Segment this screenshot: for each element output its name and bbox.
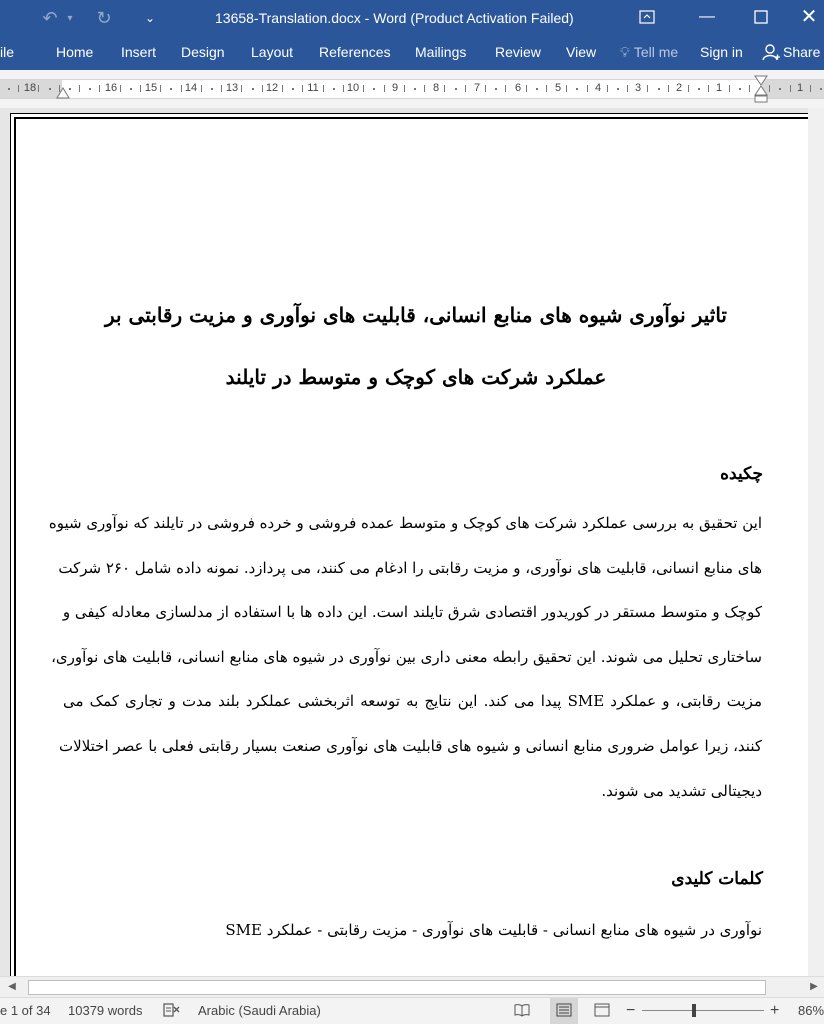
document-title xyxy=(61,284,771,408)
paragraph-line: این تحقیق به بررسی عملکرد شرکت های کوچک و متوسط عمده فروشی و خرده فروشی در تایلند که نوآوری شیوه xyxy=(48,514,762,532)
print-layout-icon[interactable] xyxy=(550,998,578,1024)
undo-dropdown-icon[interactable]: ▾ xyxy=(67,12,73,24)
ruler-tick xyxy=(302,85,303,92)
tell-me-search[interactable] xyxy=(620,36,678,68)
zoom-slider-thumb[interactable] xyxy=(692,1004,696,1017)
tab-file[interactable]: ile xyxy=(0,44,15,60)
ruler-number: 11 xyxy=(307,82,319,94)
ruler-tick xyxy=(8,88,10,90)
tab-home[interactable]: Home xyxy=(56,44,94,60)
vertical-scrollbar[interactable] xyxy=(808,108,824,976)
ribbon-tabs xyxy=(0,36,824,70)
ruler-tick xyxy=(688,85,689,92)
right-indent-marker[interactable] xyxy=(754,74,768,104)
ruler-number: 14 xyxy=(184,82,198,94)
ruler-tick xyxy=(130,88,132,90)
ruler-tick xyxy=(384,85,385,92)
page-count[interactable]: e 1 of 34 xyxy=(0,1003,51,1018)
ruler-strip xyxy=(0,79,824,99)
horizontal-scroll-thumb[interactable] xyxy=(28,980,766,995)
tab-mailings[interactable]: Mailings xyxy=(415,44,467,60)
ribbon-display-options-icon[interactable] xyxy=(624,0,670,36)
ruler-number: 7 xyxy=(473,82,481,94)
ruler-number: 3 xyxy=(634,82,642,94)
tab-design[interactable]: Design xyxy=(181,44,225,60)
ruler-tick xyxy=(810,85,811,92)
ruler-tick xyxy=(170,88,172,90)
window-title: 13658-Translation.docx - Word (Product Activation Failed) xyxy=(215,10,574,26)
ruler-tick xyxy=(455,88,457,90)
quick-access-toolbar xyxy=(36,0,164,36)
tab-references[interactable]: References xyxy=(319,44,391,60)
ruler-tick xyxy=(617,88,619,90)
ruler-tick xyxy=(465,85,466,92)
ruler-tick xyxy=(363,85,364,92)
ruler-tick xyxy=(262,85,263,92)
keywords-paragraph xyxy=(63,908,762,953)
ruler-number: 9 xyxy=(391,82,399,94)
ruler-tick xyxy=(698,88,700,90)
person-icon xyxy=(762,43,780,61)
left-indent-marker[interactable] xyxy=(56,86,70,100)
abstract-heading: چکیده xyxy=(720,464,763,484)
ruler-tick xyxy=(779,88,781,90)
minimize-icon[interactable]: — xyxy=(699,8,715,25)
title-line: عملکرد شرکت های کوچک و متوسط در تایلند xyxy=(225,365,607,389)
ruler-number: 6 xyxy=(514,82,522,94)
ruler-tick xyxy=(49,88,51,90)
tell-me-label: Tell me xyxy=(633,44,679,60)
ruler-tick xyxy=(201,85,202,92)
redo-icon[interactable]: ↻ xyxy=(96,7,112,28)
horizontal-ruler[interactable] xyxy=(0,70,824,108)
keywords-heading: کلمات کلیدی xyxy=(671,869,763,889)
zoom-out-icon[interactable]: − xyxy=(626,1002,636,1019)
ruler-tick xyxy=(241,85,242,92)
paragraph-line: های منابع انسانی، قابلیت های نوآوری، و مزیت رقابتی را ادغام می کنند، می پردازد. نمونه داده شامل ۲۶۰ شرکت xyxy=(58,558,762,577)
ruler-number: 5 xyxy=(554,82,562,94)
ruler-tick xyxy=(89,88,91,90)
close-icon[interactable]: ✕ xyxy=(800,6,818,28)
ruler-tick xyxy=(485,85,486,92)
ruler-tick xyxy=(38,85,39,92)
ruler-number: 8 xyxy=(432,82,440,94)
ruler-tick xyxy=(729,85,730,92)
ruler-tick xyxy=(536,88,538,90)
proofing-icon[interactable] xyxy=(163,998,181,1024)
ruler-tick xyxy=(526,85,527,92)
ruler-number: 12 xyxy=(265,82,279,94)
ruler-tick xyxy=(252,88,254,90)
ruler-number: 4 xyxy=(594,82,602,94)
ruler-number: 1 xyxy=(715,82,723,94)
abstract-paragraph xyxy=(48,501,762,813)
ruler-tick xyxy=(221,85,222,92)
ruler-tick xyxy=(18,85,19,92)
ruler-tick xyxy=(444,85,445,92)
paragraph-line: دیجیتالی تشدید می شوند. xyxy=(601,781,762,800)
ruler-right-margin xyxy=(762,80,824,98)
ruler-tick xyxy=(566,85,567,92)
ruler-number: 18 xyxy=(23,82,37,94)
ruler-tick xyxy=(140,85,141,92)
ruler-number: 2 xyxy=(675,82,683,94)
horizontal-scrollbar[interactable] xyxy=(0,976,824,997)
customize-qat-icon[interactable]: ⌄ xyxy=(144,11,156,25)
ruler-tick xyxy=(495,88,497,90)
ruler-tick xyxy=(627,85,628,92)
maximize-icon[interactable] xyxy=(738,0,784,36)
tab-insert[interactable]: Insert xyxy=(121,44,157,60)
zoom-in-icon[interactable]: + xyxy=(770,1002,780,1019)
ruler-tick xyxy=(820,88,822,90)
ruler-tick xyxy=(99,85,100,92)
ruler-tick xyxy=(749,85,750,92)
scroll-left-icon[interactable]: ◀ xyxy=(8,981,16,992)
ruler-tick xyxy=(607,85,608,92)
tab-view[interactable]: View xyxy=(566,44,597,60)
sign-in-link[interactable]: Sign in xyxy=(700,44,743,60)
ruler-tick xyxy=(404,85,405,92)
ruler-number: 13 xyxy=(225,82,239,94)
web-layout-icon[interactable] xyxy=(594,998,610,1024)
paragraph-line: کنند، زیرا عوامل ضروری منابع انسانی و شیوه های قابلیت های نوآوری صنعت بسیار رقابتی فعلی با عصر اختلالات xyxy=(59,736,762,755)
ruler-tick xyxy=(160,85,161,92)
ruler-tick xyxy=(790,85,791,92)
paragraph-line: نوآوری در شیوه های منابع انسانی - قابلیت های نوآوری - مزیت رقابتی - عملکرد SME xyxy=(225,921,762,939)
ruler-tick xyxy=(708,85,709,92)
language-indicator[interactable]: Arabic (Saudi Arabia) xyxy=(198,1003,321,1018)
scroll-right-icon[interactable]: ▶ xyxy=(810,981,818,992)
paragraph-line: کوچک و متوسط مستقر در کوریدور اقتصادی شرق تایلند است. این داده ها با استفاده از مدلسازی معادله کیفی و xyxy=(62,603,762,622)
ruler-tick xyxy=(424,85,425,92)
ruler-tick xyxy=(505,85,506,92)
zoom-slider-track[interactable] xyxy=(642,1010,764,1011)
paragraph-line: ساختاری تحلیل می شوند. این تحقیق رابطه معنی داری بین نوآوری در شیوه های منابع انسانی، قابلیت های نوآوری، xyxy=(51,647,762,666)
ruler-tick xyxy=(546,85,547,92)
tab-layout[interactable]: Layout xyxy=(251,44,294,60)
ruler-tick xyxy=(414,88,416,90)
ruler-tick xyxy=(211,88,213,90)
ruler-number: 15 xyxy=(144,82,158,94)
ruler-tick xyxy=(323,85,324,92)
zoom-level[interactable]: 86% xyxy=(798,1003,824,1018)
ruler-tick xyxy=(668,85,669,92)
ruler-tick xyxy=(769,85,770,92)
ruler-number: 10 xyxy=(346,82,360,94)
document-page[interactable] xyxy=(10,113,818,976)
ruler-tick xyxy=(739,88,741,90)
title-line: تاثیر نوآوری شیوه های منابع انسانی، قابلیت های نوآوری و مزیت رقابتی بر xyxy=(104,303,727,327)
ruler-tick xyxy=(373,88,375,90)
ruler-tick xyxy=(333,88,335,90)
word-count[interactable]: 10379 words xyxy=(68,1003,143,1018)
ruler-tick xyxy=(587,85,588,92)
share-button[interactable] xyxy=(762,36,820,68)
ruler-tick xyxy=(658,88,660,90)
ruler-tick xyxy=(120,85,121,92)
ruler-tick xyxy=(79,85,80,92)
ruler-tick xyxy=(282,85,283,92)
lightbulb-icon: 💡︎ xyxy=(620,44,630,60)
ruler-tick xyxy=(343,85,344,92)
share-label: Share xyxy=(783,44,821,60)
ruler-tick xyxy=(292,88,294,90)
ruler-number: 16 xyxy=(104,82,118,94)
ruler-tick xyxy=(181,85,182,92)
tab-review[interactable]: Review xyxy=(495,44,541,60)
title-bar xyxy=(0,0,824,36)
ruler-tick xyxy=(647,85,648,92)
ruler-number: 1 xyxy=(796,82,804,94)
undo-icon[interactable]: ↶ xyxy=(42,7,58,28)
status-bar xyxy=(0,997,824,1024)
paragraph-line: مزیت رقابتی، و عملکرد SME پیدا می کند. این نتایج به توسعه اثربخشی عملکرد بلند مدت و تجاری کمک می xyxy=(63,692,762,711)
document-area[interactable] xyxy=(0,108,824,976)
read-mode-icon[interactable] xyxy=(514,998,530,1024)
ruler-tick xyxy=(576,88,578,90)
